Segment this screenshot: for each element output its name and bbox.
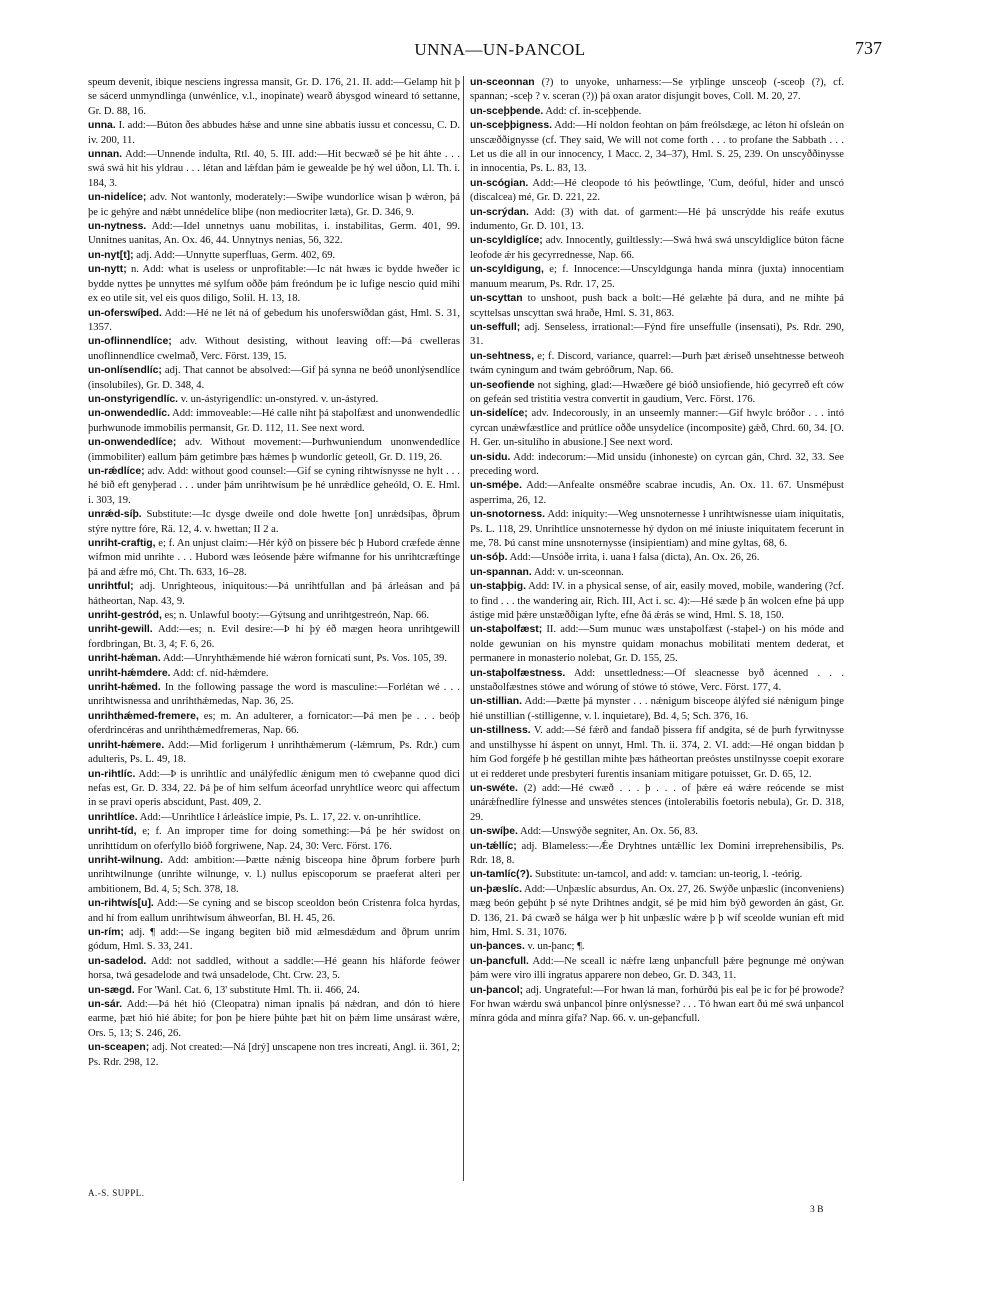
dictionary-entry [88,667,460,681]
entry-headword: un-sár. [88,999,123,1010]
entry-body: Add:—Hé ne lét ná of gebedum his unoferswíðdan gást, Hml. S. 31, 1357. [88,307,460,333]
dictionary-entry [470,119,844,177]
entry-headword: un-staþþig. [470,581,526,593]
dictionary-entry [88,1041,460,1070]
dictionary-entry [88,407,460,436]
entry-headword: un-stillian. [470,696,522,708]
dictionary-entry [88,681,460,710]
dictionary-entry [88,609,460,623]
entry-headword: un-rihtlíc. [88,768,136,780]
entry-body: II. add:—Sum munuc wæs unstaþolfæst (-staþel-) on his móde and nolde gewunian on his mynstre quidam monachus mobilitati mentem dederat, et permanere in monasterio nolebat, Gr. D. 155, 25. [470,624,844,665]
entry-headword: un-sceþþende. [470,105,544,117]
entry-body: Substitute: un-tamcol, and add: v. tamcian: un-teorig, l. -teórig. [535,869,803,881]
entry-body: Add:—Unryhthǽmende hié wǽron fornicati sunt, Ps. Vos. 105, 39. [162,653,447,665]
dictionary-entry [470,580,844,623]
entry-body: adv. Innocently, guiltlessly:—Swá hwá swá unscyldiglíce búton fácne leofode ǽr his gecyrrednesse, Nap. 66. [470,235,844,261]
entry-headword: un-scyldiglíce; [470,235,543,247]
entry-headword: un-sóþ. [470,552,508,564]
entry-headword: un-onstyrigendlíc. [88,393,179,405]
dictionary-entry [88,710,460,739]
dictionary-entry [470,206,844,235]
right-column [470,76,844,1027]
entry-body: adv. Add: without good counsel:—Gif se cyning rihtwísnysse ne hylt . . . hé bið eft genyþerad . . . under þám unrihtwísum þe hé unrǽdlíce geheóld, O. E. Hml. i. 303, 19. [88,465,460,506]
dictionary-entry [88,307,460,336]
entry-body: e; f. Discord, variance, quarrel:—Þurh þæt ǽriseð unsehtnesse betweoh twám cyningum and twám gebróðrum, Nap. 66. [470,350,844,377]
entry-headword: unriht-gewill. [88,624,153,636]
entry-body: Add: (3) with dat. of garment:—Hé þá unscrýdde his reáfe exutus indumento, Gr. D. 101, 13. [470,206,844,233]
entry-headword: unriht-gestród, [88,610,162,622]
dictionary-entry [88,436,460,465]
dictionary-entry [88,984,460,998]
dictionary-entry [470,379,844,408]
entry-body: es; m. An adulterer, a fornicator:—Þá men þe . . . beóþ oferdrincéras and unrihthǽmedfremeras, Nap. 66. [88,710,460,737]
entry-headword: un-oflinnendlíce; [88,336,172,348]
entry-headword: unriht-tíd, [88,826,137,838]
entry-body: es; n. Unlawful booty:—Gýtsung and unrihtgestreón, Nap. 66. [164,610,430,622]
entry-headword: un-nidelíce; [88,192,147,204]
entry-headword: un-swíþe. [470,826,518,838]
entry-body: V. add:—Sé fǽrð and fandað þissera fíf andgita, sé de þurh fyrwitnysse and unstilhysse hí áspent on unnyt, Hml. Th. ii. 374, 2. VI. add:—Hé ongan biddan þ hím God forgéfe þ hé gestillan mihte þæs hátheortan preóstes unstilnysse coepit exorare ut ei redderet unde presbyteri furentis insaniam mitigare potuisset, Gr. D. 65, 12. [470,725,844,780]
entry-body: Add: immoveable:—Hé calle niht þá staþolfæst and unonwendedlíc þurhwunode immobilis permansit, Gr. D. 112, 11. See next word. [88,408,460,434]
entry-headword: un-tamlíc(?). [470,869,533,881]
entry-headword: un-oferswíþed. [88,307,162,319]
dictionary-entry [470,76,844,105]
dictionary-entry [470,623,844,666]
dictionary-entry [470,105,844,119]
dictionary-entry [88,825,460,854]
entry-body: Add:—Unþæslíc absurdus, An. Ox. 27, 26. Swýðe unþæslic (inconveniens) mæg beón geþúht þ sé nyte Drihtnes andgit, sé þe mid him býð geworden án gást, Gr. D. 136, 21. Þá cwæð se hálga wer þ hit unþæslíc wǽre þ þ wíf sceolde wunian eft mid him, Hml. S. 31, 1076. [470,883,844,938]
entry-headword: un-staþolfæst; [470,624,543,636]
entry-body: adj. Unrighteous, iniquitous:—Þá unrihtfullan and þá árleásan and þá hátheortan, Nap. 43, 9. [88,581,460,607]
dictionary-entry [470,551,844,565]
dictionary-entry [470,292,844,321]
dictionary-entry [88,335,460,364]
column-divider [463,76,464,1181]
entry-headword: unrihtlíce. [88,811,138,823]
entry-headword: un-sceonnan [470,77,535,88]
entry-body: n. Add: what is useless or unprofitable:—Ic nát hwæs ic bydde hweðer ic bydde nyttes þe unnyttes mé sylfum oððe þám freóndum þe ic lufige nescio quid mihi ex eo utile sit, vel eis quos diligo, Solil. H. 13, 18. [88,264,460,305]
left-column [88,76,460,1070]
entry-body: Add:—Mid forligerum ł unrihthǽmerum (-lǽmrum, Ps. Rdr.) cum adulteris, Ps. L. 49, 18. [88,739,460,766]
entry-headword: unriht-craftig, [88,538,156,549]
dictionary-entry [470,868,844,882]
entry-headword: un-sidelíce; [470,408,528,420]
entry-headword: unrǽd-síþ. [88,509,142,521]
dictionary-entry [470,782,844,825]
entry-body: Add: indecorum:—Mid unsidu (inhoneste) on cyrcan gán, Chrd. 32, 33. See preceding word. [470,451,844,477]
entry-headword: un-rihtwís[u]. [88,898,154,910]
entry-headword: un-onwendedlíce; [88,437,177,449]
entry-body: e; f. Innocence:—Unscyldgunga handa mínra (juxta) innocentiam manuum mearum, Ps. Rdr. 17, 25. [470,264,845,290]
entry-headword: un-sadelod. [88,955,147,967]
dictionary-entry [88,652,460,666]
entry-body: speum devenit, ibique nesciens ingressa mansit, Gr. D. 176, 21. II. add:—Gelamp hit þ se sácerd unmyndlinga (unwénlíce, v.l., inopinate) wearð ábysgod wineard tó settanne, Gr. D. 88, 16. [88,77,460,117]
entry-body: Add:—Þætte þá mynster . . . nǽnigum bisceope álýfed sié nǽnigum þinge hié unstillian (-stilligenne, v. l. inquietare), Bd. 4, 5; Sch. 376, 16. [470,696,844,722]
entry-headword: un-scyttan [470,293,523,305]
entry-headword: un-onlísendlíc; [88,365,162,377]
entry-body: Add:—Unrihtlíce ł árleáslíce impie, Ps. L. 17, 22. v. on-unrihtlíce. [139,811,421,823]
dictionary-entry [470,940,844,954]
entry-headword: un-rǽdlíce; [88,465,145,477]
entry-headword: unrihthǽmed-fremere, [88,710,199,722]
dictionary-entry [470,234,844,263]
entry-body: adj. ¶ add:—Se ingang begiten bið mid ælmesdǽdum and ðþrum unrím gódum, Hml. S. 33, 241. [88,926,460,953]
entry-body: Add: v. un-sceonnan. [533,566,624,578]
dictionary-entry [470,724,844,782]
entry-body: Add: ambition:—Þætte nǽnig bisceopa hine ðþrum forbere þurh unrihtwilnunge (unrihte wilnunge, v. l.) nullus episcoporum se praeferat alteri per ambitionem, Bd. 4, 5; Sch. 378, 18. [88,854,460,895]
entry-body: (?) to unyoke, unharness:—Se yrþlinge unsceoþ (-sceoþ (?), cf. spannan; -sceþ ? v. sceran (?)) þá oxan arator disjungit boves, Coll. M. 20, 27. [470,77,844,103]
entry-headword: un-nytt; [88,264,127,276]
running-head [0,38,1000,66]
dictionary-entry [88,76,460,119]
entry-headword: unna. [88,120,116,132]
entry-body: Add:—Idel unnetnys uanu mobilitas, i. instabilitas, Germ. 401, 99. Unnitnes uanitas, An. Ox. 46, 44. Unnytnys nenias, 56, 322. [88,221,460,247]
entry-body: Add:—Ne sceall ic nǽfre læng unþancfull þǽre þegnunge mé onýwan þám were viro illi ingratus apparere non debeo, Gr. D. 343, 11. [470,955,844,982]
entry-body: adv. Without desisting, without leaving off:—Þá cwelleras unoflinnendlíce cwelmað, Verc. Först. 139, 15. [88,336,461,362]
dictionary-entry [470,263,844,292]
entry-body: adj. Ungrateful:—For hwan lá man, forhúrðú þis eal þe ic for þé þrowode? For hwan wǽrdu swá unþancol þínre onlýsnesse? . . . Tó hwan eart ðú mé swá unþancol mínra góda and mínra gifa? Nap. 66. v. un-geþancfull. [470,984,844,1025]
entry-headword: un-onwendedlíc. [88,408,170,420]
dictionary-entry [88,811,460,825]
dictionary-entry [470,321,844,350]
dictionary-entry [470,479,844,508]
entry-body: v. un-þanc; ¶. [527,941,585,953]
entry-headword: un-nyt[t]; [88,249,134,261]
entry-body: adj. That cannot be absolved:—Gif þá synna ne beóð unonlýsendlíce (insolubiles), Gr. D. 348, 4. [88,365,460,391]
entry-body: Add:—Hé cleopode tó his þeówtlinge, 'Cum, deóful, híder and unscó (discalcea) mé, Gr. D. 221, 22. [470,177,844,204]
dictionary-entry [88,220,460,249]
entry-headword: unriht-hǽmdere. [88,667,171,679]
dictionary-entry [470,177,844,206]
entry-body: e; f. An unjust claim:—Hér kýð on þissere béc þ Hubord cræfede ǽnne wifmon mid unrihte . . . Hubord wæs leósende þǽre wifmanne for his unrihtcræftinge þá and ǽfre mó, Cht. Th. 633, 16–28. [88,538,460,578]
entry-body: Substitute:—Ic dysge dweile ond dole hwette [on] unrǽdsíþas, ðþrum stýre nyttre fóre, Rä. 12, 4. v. hwettan; II 2 a. [88,509,460,535]
entry-headword: un-seffull; [470,321,521,333]
dictionary-entry [88,393,460,407]
dictionary-entry [88,119,460,148]
entry-body: not sighing, glad:—Hwæðere gé bióð unsiofiende, hió gecyrreð eft ców on gefeán sed tristitia vestra convertit in gaudium, Verc. Först. 176. [470,379,844,405]
entry-headword: unriht-wilnung. [88,854,164,866]
page-number: 737 [855,38,882,58]
entry-body: Add:—es; n. Evil desire:—Þ hí þý éð mægen heora unrihtgewill fordbringan, Bt. 3, 4; F. 6, 26. [88,624,460,650]
dictionary-entry [88,191,460,220]
entry-headword: unriht-hǽmed. [88,682,161,694]
entry-headword: un-nytness. [88,221,147,233]
entry-headword: un-rím; [88,926,124,938]
entry-body: Add:—Unswýðe segniter, An. Ox. 56, 83. [520,826,698,838]
entry-headword: un-sægd. [88,984,135,996]
dictionary-entry [470,407,844,450]
entry-body: adj. Add:—Unnytte superfluas, Germ. 402, 69. [136,249,336,261]
entry-headword: unnan. [88,149,123,161]
dictionary-entry [88,249,460,263]
entry-headword: un-sidu. [470,451,511,463]
entry-body: Add:—Unsóðe irrita, i. uana ł falsa (dicta), An. Ox. 26, 26. [509,552,760,564]
entry-body: Add: cf. níd-hǽmdere. [172,667,269,679]
entry-headword: un-stillness. [470,725,531,737]
dictionary-entry [88,465,460,508]
dictionary-entry [470,350,844,379]
entry-body: Add: iniquity:—Weg unsnoternesse ł unrihtwísnesse uiam iniquitatis, Ps. L. 118, 29. Unrihtlíce unsnoternesse hý dydon on mé iniuste iniquitatem fecerunt in me, 78. Þú canst míne unsnoternysse (insipientiam) and míne gyltas, 68, 6. [470,509,844,549]
entry-body: Add:—Þ is unrihtlíc and unálýfedlíc ǽnigum men tó cweþanne quod dici nefas est, Gr. D. 334, 22. Þá þe of him selfum áceorfad unryhtlíce weorc qui affectum in se pravi operis abscidunt, Past. 409, 2. [88,768,460,809]
dictionary-entry [88,998,460,1041]
dictionary-entry [470,667,844,696]
dictionary-entry [88,537,460,580]
dictionary-entry [88,926,460,955]
dictionary-entry [470,695,844,724]
page-title: UNNA—UN-ÞANCOL [414,40,586,59]
entry-body: to unshoot, push back a bolt:—Hé gelæhte þá dura, and ne mihte þá scyttelsas unscyttan swá hraðe, Hml. S. 31, 863. [470,293,844,319]
entry-body: Add: cf. in-sceþþende. [545,105,642,117]
entry-body: Add:—Unnende indulta, Rtl. 40, 5. III. add:—Hit becwæð sé þe hit áhte . . . swá swá hit his yldrau . . . létan and lǽfdan þám ie gewealde þe hý wel úðon, Ll. Th. i. 184, 3. [88,149,460,189]
signature-mark: A.-S. SUPPL. [88,1188,145,1198]
dictionary-entry [470,955,844,984]
entry-headword: unriht-hǽmere. [88,739,165,751]
dictionary-entry [470,566,844,580]
entry-headword: un-spannan. [470,566,532,578]
entry-body: For 'Wanl. Cat. 6, 13' substitute Hml. Th. ii. 466, 24. [137,984,360,996]
entry-body: Add:—Hí noldon feohtan on þám freólsdæge, ac léton hí ofsleán on unscæððignysse (cf. They said, We will not come forth . . . to profane the Sabbath . . . Let us die all in our innocency, 1 Macc. 2, 34–37), Hml. S. 25, 239. On unscyððinysse in innocentia, Ps. L. 83, 13. [470,120,844,175]
entry-headword: un-þancfull. [470,955,529,967]
entry-headword: un-þances. [470,941,525,953]
entry-body: In the following passage the word is masculine:—Forlétan wé . . . unrihtwisnessa and unrihthǽmedas, Nap. 36, 25. [88,682,460,708]
entry-body: Add:—Se cyning and se biscop sceoldon beón Crístenra folca hyrdas, and hí from eallum unrihtwísum áhweorfan, Bl. H. 45, 26. [88,898,460,924]
dictionary-entry [470,825,844,839]
dictionary-entry [88,854,460,897]
entry-headword: un-sehtness, [470,350,535,362]
gathering-mark: 3 B [810,1205,824,1215]
dictionary-entry [88,623,460,652]
entry-body: e; f. An improper time for doing something:—Þá þe hér swídost on unrihttídum on oferfyllo bióð forgriwene, Nap. 24, 30: Verc. Först. 176. [88,826,460,852]
entry-headword: un-sceapen; [88,1042,150,1054]
dictionary-entry [88,508,460,537]
entry-body: adv. Without movement:—Þurhwuniendum unonwendedlíce (immobiliter) eallum þám getimbre þæs hǽmes þ wundorlíc geteoll, Gr. D. 119, 26. [88,437,460,463]
entry-headword: un-scrýdan. [470,206,529,218]
entry-headword: un-scógian. [470,177,529,189]
entry-headword: un-staþolfæstness. [470,667,566,679]
entry-body: adv. Indecorously, in an unseemly manner:—Gif hwylc bróðor . . . intó cyrcan unǽwfæstlíce and prútlíce oððe unsydelíce (incomposite) gǽð, Chrd. 60, 34. [O. H. Ger. un-situlího in abusione.] See next word. [470,408,844,449]
dictionary-entry [88,364,460,393]
entry-body: Add:—Anfealte onsméðre scabrae incudis, An. Ox. 11. 67. Unsméþust asperrima, 26, 12. [470,480,844,506]
dictionary-entry [470,883,844,941]
entry-body: Add:—Þá hét hió (Cleopatra) niman ipnalis þá nǽdran, and dón tó hiere earme, þæt hió hié ábite; for þon þe hiere þúhte þæt hit on þǽm lime unsárast wǽre, Ors. 5, 13; S. 246, 26. [88,999,460,1039]
entry-headword: unriht-hǽman. [88,653,161,665]
entry-headword: unrihtful; [88,581,134,593]
dictionary-entry [470,840,844,869]
dictionary-entry [88,263,460,306]
entry-headword: un-scyldigung, [470,264,544,276]
entry-headword: un-þæslíc. [470,883,522,895]
entry-body: adj. Not created:—Ná [drý] unscapene non tres increati, Angl. ii. 361, 2; Ps. Rdr. 298, 12. [88,1042,460,1068]
entry-body: Add: unsettledness:—Of sleacnesse byð ácenned . . . unstaðolfæstnes stówe and wórung of stówe tó stówe, Verc. Först. 177, 4. [470,667,844,694]
entry-body: I. add:—Búton ðes abbudes hǽse and unne sine abbatis iussu et concessu, C. D. iv. 200, 11. [88,120,461,146]
dictionary-entry [470,984,844,1027]
entry-headword: un-swéte. [470,782,518,794]
entry-body: adj. Senseless, irrational:—Fýnd fíre unseffulle (insensati), Ps. Rdr. 290, 31. [470,321,845,348]
entry-body: Add: IV. in a physical sense, of air, easily moved, mobile, wandering (?cf. to find . . . the wandering air, Rich. III, Act i. sc. 4):—Hé sæde þ ân wolcen efne þá upp ástige mid þǽre unstæððigan lyfte, efne ðá ǽrás se wind, Hml. S. 18, 150. [470,581,844,622]
dictionary-entry [88,580,460,609]
entry-body: v. un-ástyrigendlíc: un-onstyred. v. un-ástyred. [180,393,379,405]
entry-headword: un-tǽllíc; [470,840,517,852]
entry-headword: un-þancol; [470,984,524,996]
dictionary-entry [88,768,460,811]
dictionary-entry [88,148,460,191]
entry-body: Add: not saddled, without a saddle:—Hé geann his hláforde feówer horsa, twá gesadelode and twá unsadelode, Cht. Crw. 23, 5. [88,955,460,982]
entry-body: (2) add:—Hé cwæð . . . þ . . . of þǽre eá wǽre reócende se mist unárǽfnedlíre fýlnesse and unswétes stences (intolerabilis foetoris nebula), Gr. D. 318, 29. [470,782,844,823]
entry-headword: un-sméþe. [470,480,522,492]
entry-headword: un-snotorness. [470,509,546,521]
dictionary-entry [470,508,844,551]
entry-body: adv. Not wantonly, moderately:—Swiþe wundorlíce wisan þ wǽron, þá þe ic gehýre and nǽbt unnédelíce bliþe (non mediocriter læta), Gr. D. 346, 9. [88,192,460,218]
entry-headword: un-sceþþigness. [470,120,552,132]
entry-body: adj. Blameless:—Ǽe Dryhtnes untǽllíc lex Domini irreprehensibilis, Ps. Rdr. 18, 8. [470,840,844,866]
entry-headword: un-seofiende [470,379,535,391]
dictionary-entry [88,955,460,984]
dictionary-entry [88,897,460,926]
dictionary-entry [88,739,460,768]
dictionary-entry [470,451,844,480]
